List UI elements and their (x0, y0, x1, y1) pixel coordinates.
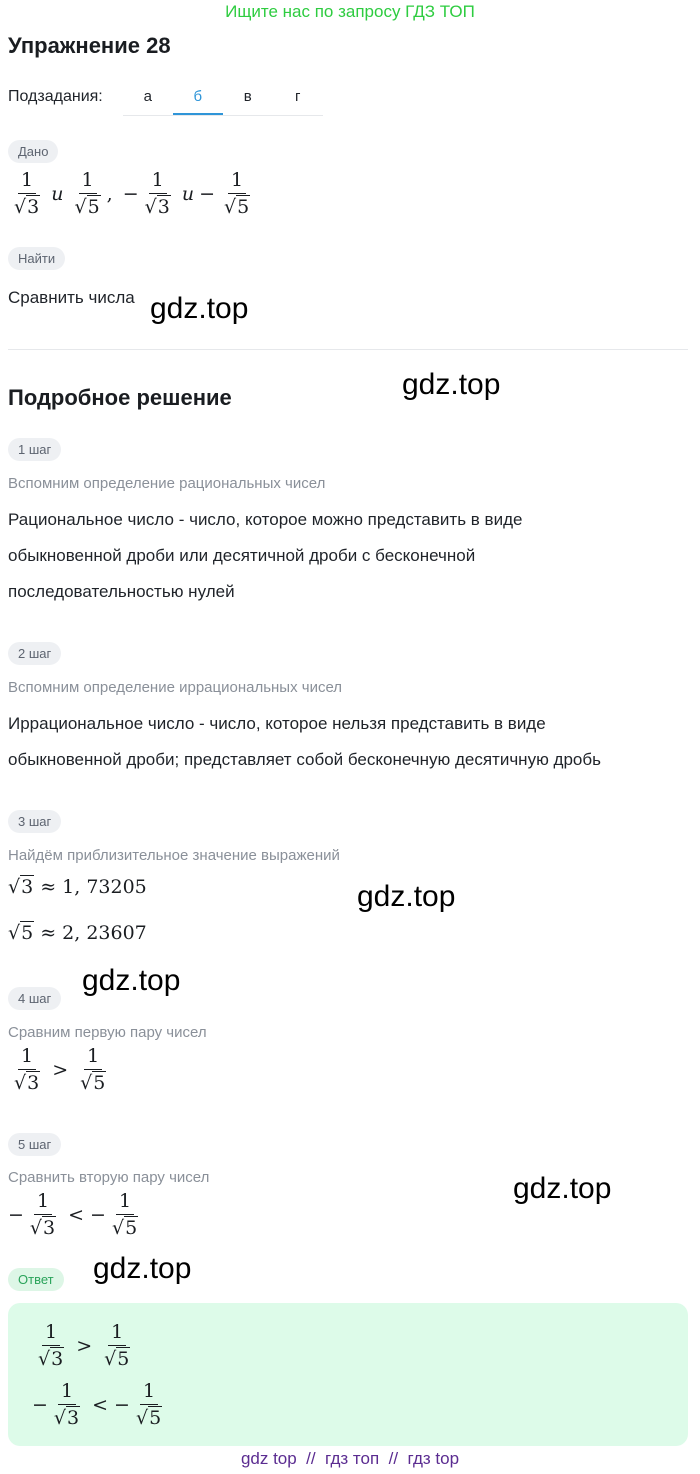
page-title: Упражнение 28 (8, 33, 171, 58)
step-hint: Найдём приблизительное значение выражений (8, 847, 340, 864)
step-hint: Сравнить вторую пару чисел (8, 1169, 210, 1186)
promo-banner[interactable]: Ищите нас по запросу ГДЗ ТОП (225, 2, 475, 21)
step-chip: 4 шаг (8, 987, 61, 1010)
watermark: gdz.top (93, 1252, 192, 1285)
watermark: gdz.top (513, 1172, 612, 1205)
answer-second-pair: − $\frac{1}{√3}$ < − $\frac{1}{√5}$ (32, 1380, 162, 1429)
find-chip: Найти (8, 247, 65, 270)
compare-second-pair: − $\frac{1}{√3}$ < − $\frac{1}{√5}$ (8, 1190, 138, 1239)
subtasks-label: Подзадания: (8, 88, 103, 105)
step-text-line: обыкновенной дроби; представляет собой бесконечную десятичную дробь (8, 750, 601, 769)
tab-b[interactable]: б (173, 84, 223, 115)
subtask-tabs (123, 84, 323, 116)
approx-sqrt3: √3 ≈ 1, 73205 (8, 876, 147, 898)
divider (8, 349, 688, 350)
watermark: gdz.top (357, 880, 456, 913)
step-chip: 3 шаг (8, 810, 61, 833)
compare-first-pair: $\frac{1}{√3}$ > $\frac{1}{√5}$ (14, 1045, 106, 1094)
step-text-line: последовательностью нулей (8, 582, 235, 601)
watermark: gdz.top (402, 368, 501, 401)
step-hint: Вспомним определение иррациональных чисел (8, 679, 343, 696)
step-chip: 5 шаг (8, 1133, 61, 1156)
footer-links[interactable]: gdz top // гдз топ // гдз top (240, 1449, 460, 1468)
answer-first-pair: $\frac{1}{√3}$ > $\frac{1}{√5}$ (38, 1321, 130, 1370)
approx-sqrt5: √5 ≈ 2, 23607 (8, 922, 147, 944)
given-math: $\frac{1}{√3}$ и $\frac{1}{√5}$ , − $\frac{1}{√3}$ и − $\frac{1}{√5}$ (14, 169, 250, 218)
step-hint: Сравним первую пару чисел (8, 1024, 207, 1041)
tab-a[interactable]: а (143, 88, 152, 105)
tab-g[interactable]: г (294, 88, 301, 105)
tab-v[interactable]: в (243, 88, 252, 105)
step-text-line: Рациональное число - число, которое можно представить в виде (8, 510, 523, 529)
step-hint: Вспомним определение рациональных чисел (8, 475, 326, 492)
solution-title: Подробное решение (8, 385, 232, 410)
step-text-line: обыкновенной дроби или десятичной дроби с бесконечной (8, 546, 476, 565)
watermark: gdz.top (150, 292, 249, 325)
step-chip: 2 шаг (8, 642, 61, 665)
given-chip: Дано (8, 140, 58, 163)
subtasks-bar (8, 84, 323, 116)
watermark: gdz.top (82, 964, 181, 997)
step-text-line: Иррациональное число - число, которое нельзя представить в виде (8, 714, 546, 733)
step-chip: 1 шаг (8, 438, 61, 461)
answer-chip: Ответ (8, 1268, 64, 1291)
find-text: Сравнить числа (8, 288, 135, 307)
